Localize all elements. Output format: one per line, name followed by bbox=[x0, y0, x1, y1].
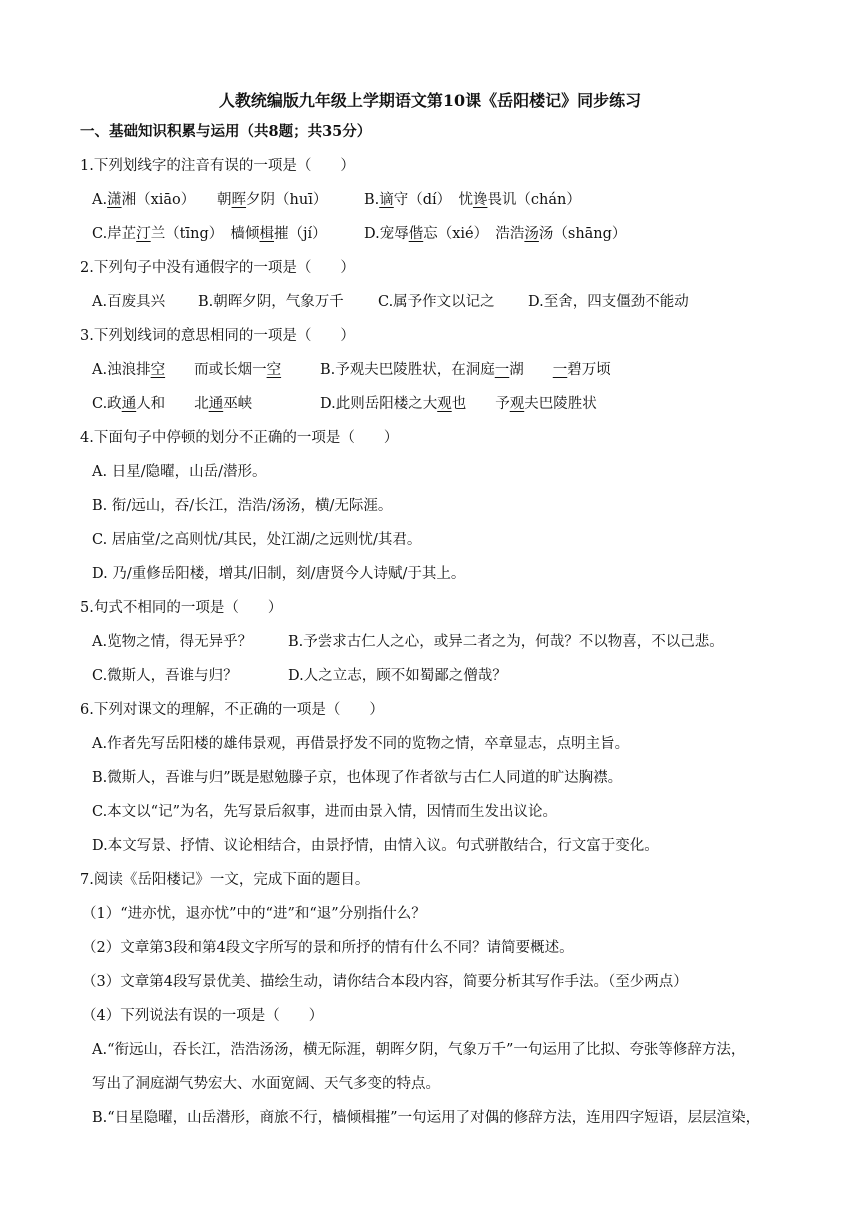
question-4-option-a: A. 日星/隐曜，山岳/潜形。 bbox=[92, 464, 267, 480]
option-b: B.予观夫巴陵胜状，在洞庭一湖 一碧万顷 bbox=[320, 362, 611, 378]
option-d: D.宠辱偕忘（xié） 浩浩汤汤（shāng） bbox=[364, 226, 627, 242]
question-1-stem: 1.下列划线字的注音有误的一项是（ ） bbox=[80, 158, 355, 174]
option-a: A.览物之情，得无异乎？ bbox=[92, 634, 253, 650]
option-d: D.此则岳阳楼之大观也 予观夫巴陵胜状 bbox=[320, 396, 597, 412]
option-c: C.微斯人，吾谁与归？ bbox=[92, 668, 238, 684]
page-title: 人教统编版九年级上学期语文第10课《岳阳楼记》同步练习 bbox=[218, 91, 642, 110]
question-1-options-row1 bbox=[92, 190, 581, 210]
option-a: A.百废具兴 bbox=[92, 294, 166, 310]
option-b: B.予尝求古仁人之心，或异二者之为，何哉？不以物喜，不以己悲。 bbox=[288, 634, 724, 650]
question-5-options-row1 bbox=[92, 632, 724, 652]
option-c: C.岸芷汀兰（tīng） 樯倾楫摧（jí） bbox=[92, 226, 327, 242]
question-7-sub-1: （1）“进亦忧，退亦忧”中的“进”和“退”分别指什么？ bbox=[82, 906, 426, 922]
question-2-options bbox=[92, 292, 689, 312]
option-d: D.至舍，四支僵劲不能动 bbox=[528, 294, 689, 310]
section-heading: 一、基础知识积累与运用（共8题；共35分） bbox=[80, 123, 372, 140]
question-6-option-b: B.微斯人，吾谁与归”既是慰勉滕子京，也体现了作者欲与古仁人同道的旷达胸襟。 bbox=[92, 770, 623, 786]
question-7-sub-4: （4）下列说法有误的一项是（ ） bbox=[82, 1008, 324, 1024]
question-5-stem: 5.句式不相同的一项是（ ） bbox=[80, 600, 283, 616]
question-7-option-a-line1: A.“衔远山，吞长江，浩浩汤汤，横无际涯，朝晖夕阴，气象万千”一句运用了比拟、夸张等修辞方法， bbox=[92, 1042, 746, 1058]
question-7-sub-2: （2）文章第3段和第4段文字所写的景和所抒的情有什么不同？请简要概述。 bbox=[82, 940, 574, 956]
question-6-option-d: D.本文写景、抒情、议论相结合，由景抒情，由情入议。句式骈散结合，行文富于变化。 bbox=[92, 838, 659, 854]
question-6-option-c: C.本文以“记”为名，先写景后叙事，进而由景入情，因情而生发出议论。 bbox=[92, 804, 558, 820]
option-b: B.朝晖夕阴，气象万千 bbox=[198, 294, 344, 310]
question-6-option-a: A.作者先写岳阳楼的雄伟景观，再借景抒发不同的览物之情，卒章显志，点明主旨。 bbox=[92, 736, 630, 752]
question-3-stem: 3.下列划线词的意思相同的一项是（ ） bbox=[80, 328, 355, 344]
question-7-option-a-line2: 写出了洞庭湖气势宏大、水面宽阔、天气多变的特点。 bbox=[92, 1076, 440, 1092]
question-7-stem: 7.阅读《岳阳楼记》一文，完成下面的题目。 bbox=[80, 872, 370, 888]
option-b: B.谪守（dí） 忧谗畏讥（chán） bbox=[364, 192, 581, 208]
question-1-options-row2 bbox=[92, 224, 626, 244]
question-3-options-row2 bbox=[92, 394, 597, 414]
question-3-options-row1 bbox=[92, 360, 611, 380]
question-4-option-b: B. 衔/远山，吞/长江，浩浩/汤汤，横/无际涯。 bbox=[92, 498, 393, 514]
question-2-stem: 2.下列句子中没有通假字的一项是（ ） bbox=[80, 260, 355, 276]
question-6-stem: 6.下列对课文的理解，不正确的一项是（ ） bbox=[80, 702, 384, 718]
question-4-option-d: D. 乃/重修岳阳楼，增其/旧制，刻/唐贤今人诗赋/于其上。 bbox=[92, 566, 466, 582]
option-a: A.潇湘（xiāo） 朝晖夕阴（huī） bbox=[92, 192, 328, 208]
question-4-option-c: C. 居庙堂/之高则忧/其民，处江湖/之远则忧/其君。 bbox=[92, 532, 422, 548]
option-c: C.政通人和 北通巫峡 bbox=[92, 396, 253, 412]
question-4-stem: 4.下面句子中停顿的划分不正确的一项是（ ） bbox=[80, 430, 399, 446]
question-5-options-row2 bbox=[92, 666, 507, 686]
option-c: C.属予作文以记之 bbox=[378, 294, 495, 310]
question-7-sub-3: （3）文章第4段写景优美、描绘生动，请你结合本段内容，简要分析其写作手法。（至少两点） bbox=[82, 974, 688, 990]
option-d: D.人之立志，顾不如蜀鄙之僧哉？ bbox=[288, 668, 507, 684]
question-7-option-b-line1: B.“日星隐曜，山岳潜形，商旅不行，樯倾楫摧”一句运用了对偶的修辞方法，连用四字短语，层层渲染， bbox=[92, 1110, 761, 1126]
option-a: A.浊浪排空 而或长烟一空 bbox=[92, 362, 282, 378]
